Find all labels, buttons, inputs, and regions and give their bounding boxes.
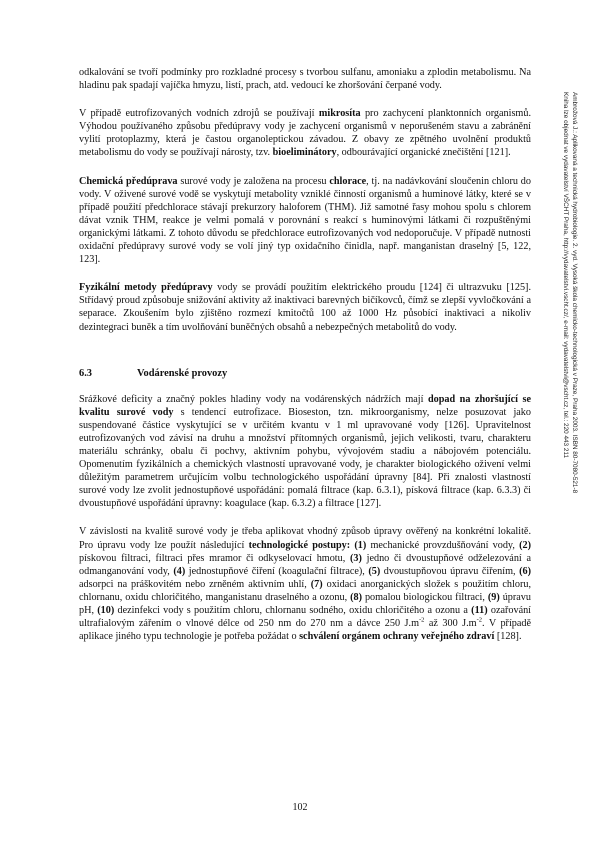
paragraph-microsieves [79,107,531,159]
list-text: oxidaci anorganických složek s použitím chloru, chlornanu, oxidu chloričitého, manganistanu draselného a ozonu, [79,578,531,603]
paragraph-precipitation-deficit [79,393,531,511]
list-text: až 300 J.m [424,618,477,630]
term-bioeliminatory: bioeliminátory [272,147,337,159]
list-number: (7) [310,578,323,590]
citation-line: Ambrožová J.: Aplikovaná a technická hydrobiologie. 2. vyd. Vysoká škola chemicko-technologická v Praze, Praha 2003. ISBN 80-7080-521-8 [571,92,578,494]
text-span: , tj. na nadávkování sloučenin chloru do vody. V oživené surové vodě se vyskytují metabolity vzniklé činností organismů a huminové látky, které se v případě použití předchlorace stávají prekurzory haloforem (THM). Již samotné řasy mohou spolu s chlorem dávat vznik THM, reakce je velmi pomalá v porovnání s reakcí s huminovými látkami či rozpuštěnými organickými látkami. Z tohoto důvodu se předchlorace eutrofizovaných vod nedoporučuje. V případě nutnosti oxidační předúpravy surové vody se volí jiný typ oxidačního činidla, např. manganistan draselný [5, 122, 123]. [79,175,531,266]
text-span: V případě eutrofizovaných vodních zdrojů se používají [79,108,319,120]
term-technologicke-postupy: technologické postupy: [248,539,351,551]
text-span: vody se provádí použitím elektrického proudu [124] či ultrazvuku [125]. Střídavý proud způsobuje snižování aktivity až inaktivaci barevných bičíkovců, čímž se zlepší vyvločkování a separace. Zkoušením bylo zjištěno rozmezí kmitočtů 100 až 1000 Hz působící inaktivaci a nikoliv dezintegraci buněk a tím uvolňování buněčných obsahů a nebezpečných metabolitů do vody. [79,282,531,333]
paragraph-chemical-pretreatment [79,175,531,267]
list-number: (8) [350,591,362,603]
text-span: surové vody je založena na procesu [177,175,330,187]
list-text: dezinfekci vody s použitím chloru, chlornanu sodného, oxidu chloričitého a ozonu a [114,605,472,616]
list-text: jednostupňové čiření (koagulační filtrace), [185,565,369,577]
side-citation-note [561,92,579,607]
page-body [79,66,531,658]
list-number: (11) [471,605,488,616]
term-chemicka-preduprava: Chemická předúprava [79,175,178,187]
list-number: (4) [173,565,186,577]
term-chlorace: chlorace [329,175,367,187]
paragraph-technology-procedures [79,525,531,643]
text-span: V závislosti na kvalitě surové vody je třeba aplikovat vhodný způsob úpravy ověřený na konkrétní lokalitě. Pro úpravu vody lze použít následující [79,526,531,551]
list-text: pískovou filtraci, filtraci přes mramor či odkyselovací hmotu, [79,552,351,564]
list-number: (2) [519,539,531,551]
text-span: [128]. [494,631,522,643]
list-number: (1) [354,539,367,551]
term-dopad-kvalita: dopad na zhoršující se kvalitu surové vody [79,393,531,418]
list-number: (5) [368,565,381,577]
list-number: (10) [97,605,115,616]
list-text: . V případě aplikace jiného typu technologie je potřeba požádat o [79,618,532,643]
page-number: 102 [292,802,308,813]
list-text: ozařování ultrafialovým zářením o vlnové délce od 250 nm do 270 nm a dávce 250 J.m [79,605,532,630]
section-heading [79,368,531,379]
list-number: (3) [350,552,362,564]
text-span: s tendencí eutrofizace. Bioseston, tzn. mikroorganismy, nelze posuzovat jako suspendované částice vyskytující se v určitém kvantu v 1 ml upravované vody [126]. Upravitelnost eutrofizovaných vod závisí na druhu a množství přítomných organismů, jejich velikosti, tvaru, charakteru materiálu schránky, obalu či pochvy, aktivním pohybu, vývojovém stadiu a nábojovém potenciálu. Opomenutím fyzikálních a chemických vlastností upravované vody, je charakter biologického oživení velmi důležitým parametrem určujícím volbu technologického uspořádání úpravny [84]. Při znalosti vlastností surové vody lze zvolit jednostupňové uspořádání: pomalá filtrace (kap. 6.3.1), písková filtrace (kap. 6.3.3) či dvoustupňové uspořádání úpravny: koagulace (kap. 6.3.2) a filtrace [127]. [79,406,531,510]
list-text: jedno či dvoustupňové odželezování a odmanganování vody, [79,552,531,577]
list-text: dvoustupňovou úpravu čiřením, [380,565,520,577]
section-number: 6.3 [79,367,92,379]
ordering-line: Kniha lze objednat ve vydavatelství VŠCHT Praha, http://vydavatelstvi.vscht.cz/, e-mail: vydavatelstvi@vscht.cz, tel.: 220 443 211 [562,92,569,459]
paragraph-sediment: odkalování se tvoří podmínky pro rozkladné procesy s tvorbou sulfanu, amoniaku a zplodin metabolismu. Na hladinu pak spadají vajíčka hmyzu, listí, prach, atd. vedoucí ke zhoršování čerpané vody. [79,67,531,92]
text-span: , odbourávající organické znečištění [121]. [336,147,511,159]
term-fyzikalni-metody: Fyzikální metody předúpravy [79,282,213,294]
term-mikrosita: mikrosíta [318,108,361,120]
list-text: mechanické provzdušňování vody, [366,539,520,551]
section-title: Vodárenské provozy [137,367,228,379]
superscript: -2 [476,616,482,624]
list-text: adsorpci na práškovitém nebo zrněném aktivním uhlí, [79,578,311,590]
list-text: úpravu pH, [79,591,531,616]
text-span: Srážkové deficity a značný pokles hladiny vody na vodárenských nádržích mají [79,393,428,405]
list-text: pomalou biologickou filtraci, [361,591,488,603]
list-number: (6) [519,565,531,577]
superscript: -2 [419,616,425,624]
text-span: pro zachycení planktonních organismů. Výhodou používaného způsobu předúpravy vody je zachycení organismů v neporušeném stavu a zabránění vylití protoplazmy, která je častou organoleptickou závadou. Z obavy ze zpětného uvolnění produktů metabolismu do vody se používají nárosty, tzv. [79,108,531,159]
paragraph-physical-methods [79,281,531,333]
term-schvaleni-organem: schválení orgánem ochrany veřejného zdraví [299,631,495,643]
list-number: (9) [487,591,500,603]
